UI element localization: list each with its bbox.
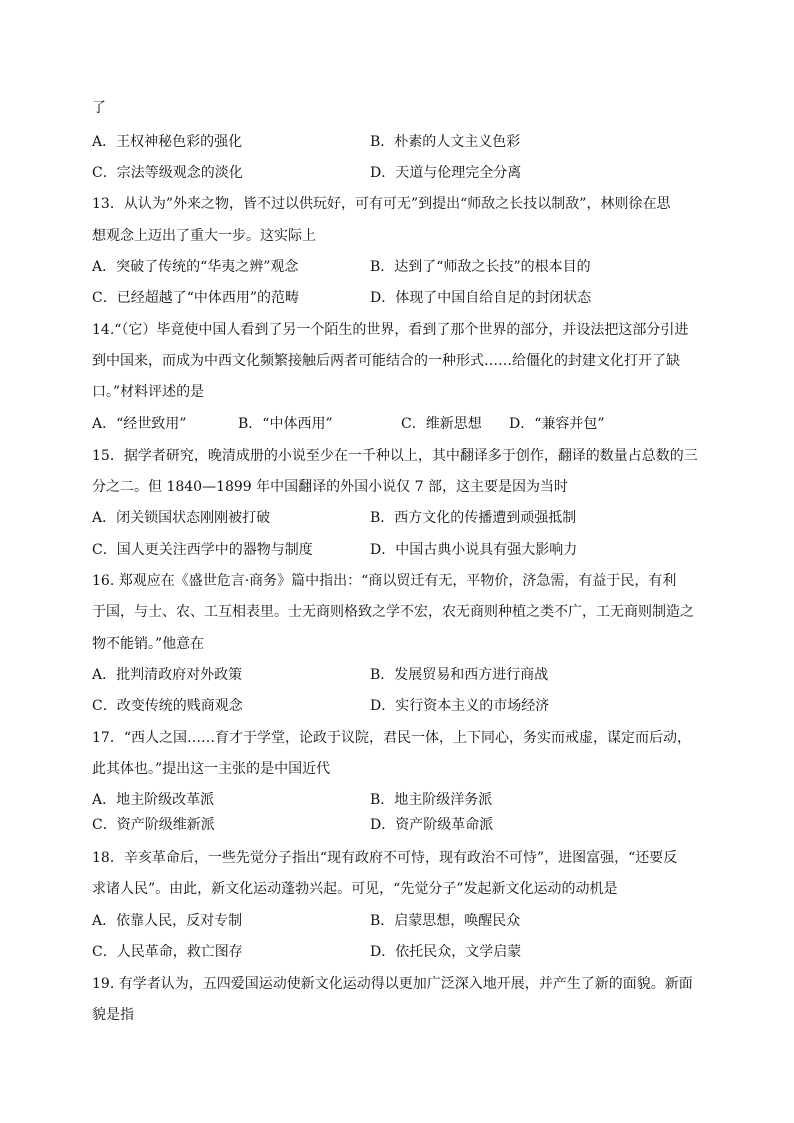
q12-option-d: D．天道与伦理完全分离: [370, 165, 522, 181]
q15-option-a: A．闭关锁国状态刚刚被打破: [92, 510, 271, 526]
q12-option-a: A．王权神秘色彩的强化: [92, 134, 243, 150]
q12-option-b: B．朴素的人文主义色彩: [370, 134, 521, 150]
q19-stem-line-2: 貌是指: [92, 1007, 134, 1023]
q13-option-c: C．已经超越了“中体西用”的范畴: [92, 290, 300, 306]
q15-option-b: B．西方文化的传播遭到顽强抵制: [370, 510, 577, 526]
q14-option-b: B．“中体西用”: [238, 416, 333, 432]
q18-option-c: C．人民革命，救亡图存: [92, 944, 243, 960]
q17-option-d: D．资产阶级革命派: [370, 817, 494, 833]
q18-stem-line-2: 求诸人民”。由此，新文化运动蓬勃兴起。可见，“先觉分子”发起新文化运动的动机是: [92, 881, 618, 897]
q14-option-c: C．维新思想: [401, 416, 482, 432]
q18-option-d: D．依托民众，文学启蒙: [370, 944, 522, 960]
q13-stem-line-1: 13．从认为”外来之物，皆不过以供玩好，可有可无”到提出“师敌之长技以制敌”，林则徐在思: [92, 196, 671, 212]
q16-stem-line-1: 16. 郑观应在《盛世危言·商务》篇中指出：“商以贸迁有无，平物价，济急需，有益于民，有利: [92, 573, 677, 589]
q13-option-a: A．突破了传统的“华夷之辨”观念: [92, 259, 299, 275]
q16-option-c: C．改变传统的贱商观念: [92, 698, 243, 714]
q14-stem-line-2: 到中国来，而成为中西文化频繁接触后两者可能结合的一种形式……给僵化的封建文化打开了缺: [92, 353, 680, 369]
q16-stem-line-2: 于国，与士、农、工互相表里。士无商则格致之学不宏，农无商则种植之类不广，工无商则制造之: [92, 604, 694, 620]
q16-stem-line-3: 物不能销。”他意在: [92, 636, 205, 652]
q17-stem-line-2: 此其体也。”提出这一主张的是中国近代: [92, 761, 331, 777]
q16-option-d: D．实行资本主义的市场经济: [370, 698, 550, 714]
q17-option-b: B．地主阶级洋务派: [370, 792, 493, 808]
q14-stem-line-3: 口。”材料评述的是: [92, 384, 205, 400]
q19-stem-line-1: 19. 有学者认为，五四爱国运动使新文化运动得以更加广泛深入地开展，并产生了新的面貌。新面: [92, 976, 693, 992]
q15-stem-line-2: 分之二。但 1840—1899 年中国翻译的外国小说仅 7 部，这主要是因为当时: [92, 479, 568, 495]
q13-stem-line-2: 想观念上迈出了重大一步。这实际上: [92, 228, 316, 244]
q14-stem-line-1: 14.“（它）毕竟使中国人看到了另一个陌生的世界，看到了那个世界的部分，并设法把这部分引进: [92, 322, 689, 338]
q18-option-a: A．依靠人民，反对专制: [92, 913, 243, 929]
q13-option-d: D．体现了中国自给自足的封闭状态: [370, 290, 592, 306]
q17-option-a: A．地主阶级改革派: [92, 792, 215, 808]
carry-over-text: 了: [92, 100, 106, 116]
q13-option-b: B．达到了“师敌之长技”的根本目的: [370, 259, 591, 275]
q15-option-d: D．中国古典小说具有强大影响力: [370, 542, 578, 558]
q15-stem-line-1: 15．据学者研究，晚清成册的小说至少在一千种以上，其中翻译多于创作，翻译的数量占总数的三: [92, 448, 698, 464]
q16-option-a: A．批判清政府对外政策: [92, 667, 243, 683]
q17-stem-line-1: 17．“西人之国……育才于学堂，论政于议院，君民一体，上下同心，务实而戒虚，谋定而后动，: [92, 730, 691, 746]
q14-option-a: A．“经世致用”: [92, 416, 187, 432]
q17-option-c: C．资产阶级维新派: [92, 817, 215, 833]
q15-option-c: C．国人更关注西学中的器物与制度: [92, 542, 313, 558]
q16-option-b: B．发展贸易和西方进行商战: [370, 667, 549, 683]
q12-option-c: C．宗法等级观念的淡化: [92, 165, 243, 181]
q18-stem-line-1: 18．辛亥革命后，一些先觉分子指出“现有政府不可恃，现有政治不可恃”，进图富强，“还要反: [92, 850, 678, 866]
q14-option-d: D．“兼容并包”: [509, 416, 605, 432]
q18-option-b: B．启蒙思想，唤醒民众: [370, 913, 521, 929]
